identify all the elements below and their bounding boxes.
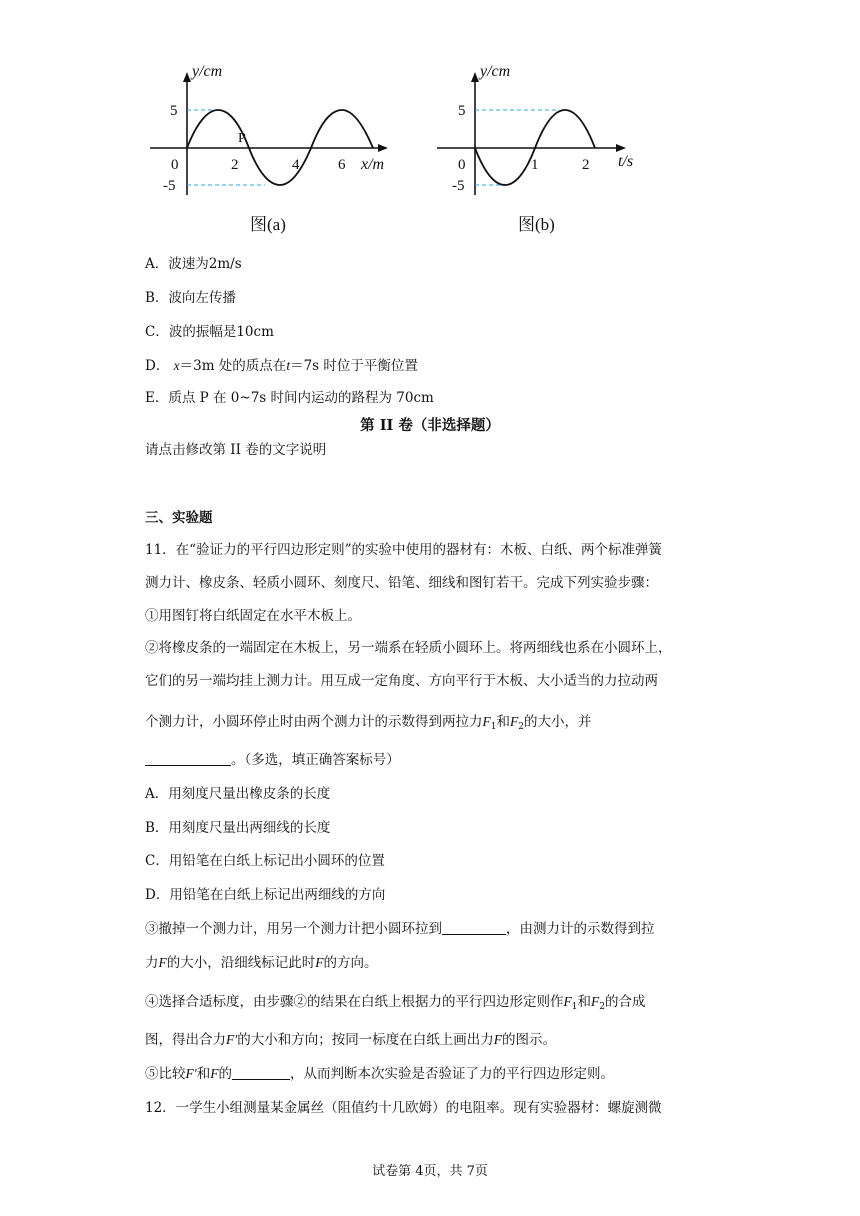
page-footer: 试卷第 4页，共 7页	[372, 1164, 488, 1179]
q11-line-2: 测力计、橡皮条、轻质小圆环、刻度尺、铅笔、细线和图钉若干。完成下列实验步骤：	[145, 575, 658, 591]
figure-a-caption: 图(a)	[250, 215, 286, 234]
q11-step-2-line-2: 它们的另一端均挂上测力计。用互成一定角度、方向平行于木板、大小适当的力拉动两	[145, 673, 658, 689]
q10-option-d-symbol-x: x	[173, 358, 180, 373]
answer-blank-3[interactable]	[232, 1065, 290, 1080]
q11-step-2-line-1: ②将橡皮条的一端固定在木板上，另一端系在轻质小圆环上。将两细线也系在小圆环上，	[145, 640, 672, 656]
figure-a-y-tick-5: 5	[170, 103, 178, 119]
figure-a-y-arrow	[183, 72, 191, 82]
q11-step-4-line-2	[145, 1030, 556, 1050]
symbol-f: F	[158, 955, 167, 970]
symbol-f: F	[210, 1066, 219, 1081]
q11-step-2-text-c: 的大小，并	[523, 714, 592, 730]
q10-option-d-text-2: ＝7s 时位于平衡位置	[290, 358, 418, 374]
figure-a-x-tick-0: 0	[171, 157, 179, 173]
figure-a-x-tick-2: 2	[231, 157, 239, 173]
figure-b-x-label: t/s	[618, 153, 634, 170]
q11-option-c: C．用铅笔在白纸上标记出小圆环的位置	[145, 853, 385, 869]
symbol-f2-subscript: 2	[518, 722, 524, 732]
q11-step-4-text-a: ④选择合适标度，由步骤②的结果在白纸上根据力的平行四边形定则作	[145, 994, 564, 1010]
q11-line-1: 11．在“验证力的平行四边形定则”的实验中使用的器材有：木板、白纸、两个标准弹簧	[145, 542, 662, 558]
figure-a-x-label: x/m	[361, 156, 385, 173]
figure-b-x-tick-0: 0	[458, 157, 466, 173]
figure-a-y-tick-neg5: -5	[163, 178, 176, 194]
symbol-f1-subscript: 1	[571, 1002, 578, 1012]
figure-a-x-tick-6: 6	[338, 157, 346, 173]
symbol-f: F	[493, 1032, 502, 1047]
figure-b-y-arrow	[471, 72, 479, 82]
q10-option-c: C．波的振幅是10cm	[145, 324, 274, 340]
figure-a-point-p: P	[238, 131, 246, 146]
q11-step-5-text-a: ⑤比较	[145, 1066, 186, 1082]
figure-a-x-arrow	[378, 144, 388, 152]
figure-a-x-tick-4: 4	[292, 157, 300, 173]
q11-step-1: ①用图钉将白纸固定在水平木板上。	[145, 608, 361, 624]
answer-blank-2[interactable]	[442, 920, 506, 935]
q11-step-4-text-c: 的合成	[604, 994, 646, 1010]
q11-step-2-line-3	[145, 712, 591, 737]
q10-option-a: A．波速为2m/s	[145, 256, 242, 272]
figure-a	[150, 63, 388, 234]
figure-a-y-label: y/cm	[192, 63, 223, 80]
q11-step-5-text-c: 的	[218, 1066, 232, 1082]
q11-step-2-text-a: 个测力计，小圆环停止时由两个测力计的示数得到两拉力	[145, 714, 483, 730]
q10-option-d	[145, 356, 418, 376]
part2-title: 第 II 卷（非选择题）	[360, 417, 500, 434]
symbol-f-prime: F′	[185, 1066, 197, 1081]
symbol-f2: F	[590, 994, 600, 1009]
q11-option-b: B．用刻度尺量出两细线的长度	[145, 820, 331, 836]
q12-line-1: 12．一学生小组测量某金属丝（阻值约十几欧姆）的电阻率。现有实验器材：螺旋测微	[145, 1100, 662, 1116]
q11-step-2-text-d: 。（多选，填正确答案标号）	[231, 752, 400, 768]
symbol-f2-subscript: 2	[599, 1002, 605, 1012]
symbol-f1: F	[563, 994, 572, 1009]
q10-option-d-symbol-t: t	[286, 358, 291, 373]
symbol-f-prime: F′	[226, 1032, 238, 1047]
symbol-f2: F	[509, 714, 519, 729]
q11-step-3-text-e: 的方向。	[323, 955, 378, 971]
symbol-f1: F	[482, 714, 491, 729]
q11-step-3-text-b: ，由测力计的示数得到拉	[506, 921, 655, 937]
wave-figures	[140, 62, 660, 244]
q10-option-b: B．波向左传播	[145, 290, 236, 306]
answer-blank-1[interactable]	[145, 751, 231, 766]
q11-step-3-text-d: 的大小，沿细线标记此时	[166, 955, 316, 971]
q11-step-4-text-b: 和	[577, 994, 591, 1010]
q11-step-5	[145, 1064, 614, 1084]
figure-b-x-tick-1: 1	[531, 157, 539, 173]
figure-b-caption: 图(b)	[518, 215, 555, 234]
q11-step-5-text-d: ，从而判断本次实验是否验证了力的平行四边形定则。	[289, 1066, 614, 1082]
q11-step-3-line-2	[145, 953, 378, 973]
section3-title: 三、实验题	[145, 510, 213, 526]
q11-option-a: A．用刻度尺量出橡皮条的长度	[145, 786, 331, 802]
q11-step-4-line-1	[145, 992, 645, 1017]
figure-b-y-tick-neg5: -5	[452, 178, 465, 194]
figure-b-x-arrow	[616, 144, 626, 152]
figure-b-y-tick-5: 5	[458, 103, 466, 119]
figure-b	[437, 63, 633, 234]
part2-note: 请点击修改第 II 卷的文字说明	[145, 442, 327, 458]
q11-step-3-text-c: 力	[145, 955, 159, 971]
q11-option-d: D．用铅笔在白纸上标记出两细线的方向	[145, 887, 386, 903]
q11-step-2-text-b: 和	[496, 714, 510, 730]
q11-step-3-text-a: ③撤掉一个测力计，用另一个测力计把小圆环拉到	[145, 921, 442, 937]
q11-step-4-text-f: 的图示。	[501, 1032, 556, 1048]
wave-figures-svg	[140, 62, 660, 244]
q11-step-3-line-1	[145, 919, 655, 939]
figure-b-x-tick-2: 2	[582, 157, 590, 173]
symbol-f: F	[315, 955, 324, 970]
q10-option-d-prefix: D．	[145, 358, 170, 374]
q10-option-d-text-1: ＝3m 处的质点在	[179, 358, 287, 374]
q11-step-2-line-4	[145, 750, 400, 770]
q11-step-4-text-e: 的大小和方向；按同一标度在白纸上画出力	[237, 1032, 494, 1048]
q10-option-e: E．质点 P 在 0~7s 时间内运动的路程为 70cm	[145, 390, 434, 406]
symbol-f1-subscript: 1	[490, 722, 497, 732]
q11-step-4-text-d: 图，得出合力	[145, 1032, 226, 1048]
q11-step-5-text-b: 和	[196, 1066, 211, 1082]
figure-b-y-label: y/cm	[480, 63, 511, 80]
